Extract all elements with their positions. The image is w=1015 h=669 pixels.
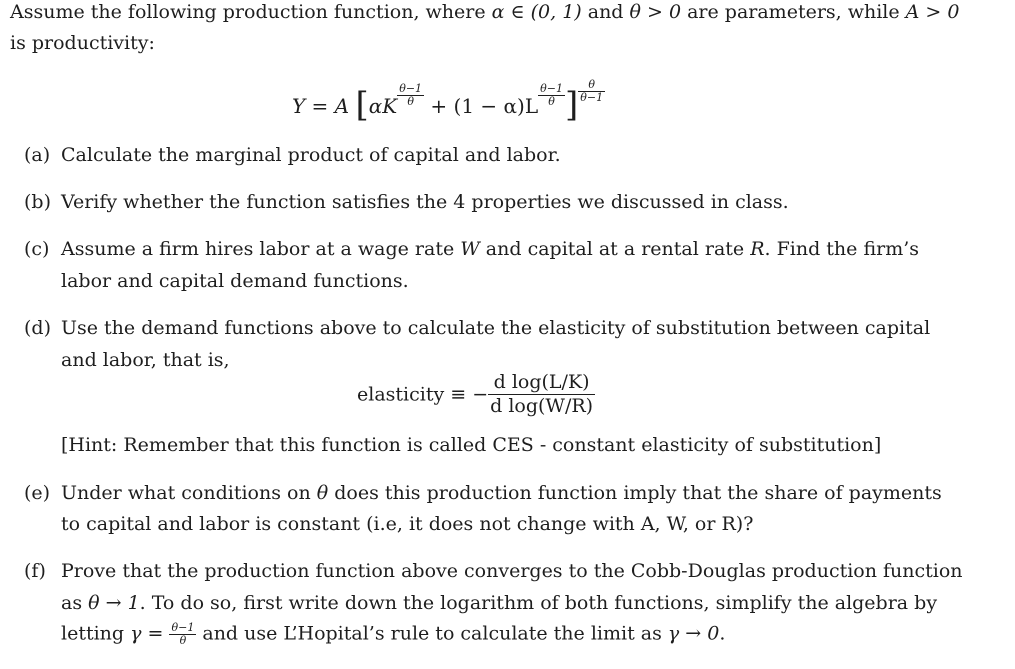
item-d-line-2: and labor, that is, [61, 349, 230, 371]
item-c-text: and capital at a rental rate [479, 238, 751, 260]
item-c-line-1 [61, 240, 919, 259]
theta-condition: θ > 0 [629, 1, 682, 23]
item-d-line-1: Use the demand functions above to calculate the elasticity of substitution between capital [61, 317, 931, 339]
item-d-label: (d) [24, 317, 51, 339]
intro-text: and [581, 1, 630, 23]
elasticity-equation [357, 372, 595, 418]
item-c-line-2: labor and capital demand functions. [61, 270, 409, 292]
item-a-text: Calculate the marginal product of capital and labor. [61, 144, 561, 166]
intro-text: Assume the following production function, where [10, 1, 492, 23]
item-e-text: Under what conditions on [61, 482, 317, 504]
gamma-definition: γ = [130, 622, 164, 645]
rental-symbol: R [750, 238, 765, 260]
outer-exponent [578, 79, 605, 103]
left-bracket: [ [355, 85, 369, 125]
item-e-label: (e) [24, 482, 51, 504]
item-f-text: . [719, 622, 726, 645]
inner-exponent [397, 83, 424, 107]
intro-line-2 [10, 34, 155, 53]
item-f-line-3 [61, 622, 725, 646]
item-d-hint: [Hint: Remember that this function is called CES - constant elasticity of substitution] [61, 434, 882, 456]
item-f-line-1: Prove that the production function above converges to the Cobb-Douglas production function [61, 560, 963, 582]
theta-symbol: θ [316, 482, 329, 504]
elasticity-numerator: d log(L/K) [488, 372, 595, 395]
item-f-label: (f) [24, 560, 46, 582]
item-f-text: . To do so, first write down the logarithm of both functions, simplify the algebra by [139, 592, 938, 614]
intro-line-1 [10, 3, 959, 22]
intro-text: are parameters, while [681, 1, 906, 23]
item-c-text: . Find the firm’s [764, 238, 920, 260]
item-f-text: and use L’Hopital’s rule to calculate the limit as [196, 622, 668, 645]
alpha-k-term: αK [368, 94, 398, 118]
theta-limit: θ → 1 [88, 592, 140, 614]
wage-symbol: W [460, 238, 480, 260]
gamma-limit: γ → 0 [667, 622, 720, 645]
exponent-denominator: θ [407, 95, 414, 108]
item-b-text: Verify whether the function satisfies the 4 properties we discussed in class. [61, 191, 789, 213]
exponent-denominator: θ [548, 95, 555, 108]
item-c-label: (c) [24, 238, 50, 260]
elasticity-denominator: d log(W/R) [490, 394, 594, 417]
item-f-line-2 [61, 594, 937, 613]
alpha-range: α ∈ (0, 1) [491, 1, 582, 23]
item-e-line-2: to capital and labor is constant (i.e, it does not change with A, W, or R)? [61, 513, 754, 535]
item-f-text: letting [61, 622, 131, 645]
item-a-label: (a) [24, 144, 51, 166]
elasticity-fraction [488, 372, 595, 418]
item-e-line-1 [61, 484, 942, 503]
exponent-numerator: θ−1 [399, 82, 423, 96]
intro-text: is productivity: [10, 32, 155, 54]
equation-lhs: Y = A [292, 94, 350, 118]
right-bracket: ] [564, 85, 579, 125]
outer-exponent-numerator: θ [578, 79, 605, 92]
productivity-condition: A > 0 [905, 1, 960, 23]
gamma-fraction [169, 622, 196, 646]
inner-exponent [538, 83, 565, 107]
outer-exponent-denominator: θ−1 [580, 91, 604, 104]
gamma-denominator: θ [179, 633, 187, 647]
exponent-numerator: θ−1 [540, 82, 563, 96]
item-b-label: (b) [24, 191, 51, 213]
gamma-numerator: θ−1 [171, 621, 195, 634]
item-e-text: does this production function imply that the share of payments [328, 482, 942, 504]
item-c-text: Assume a firm hires labor at a wage rate [61, 238, 461, 260]
production-function-equation [292, 78, 605, 125]
elasticity-label: elasticity ≡ − [357, 383, 489, 406]
item-f-text: as [61, 592, 89, 614]
labor-term: + (1 − α)L [430, 94, 539, 118]
